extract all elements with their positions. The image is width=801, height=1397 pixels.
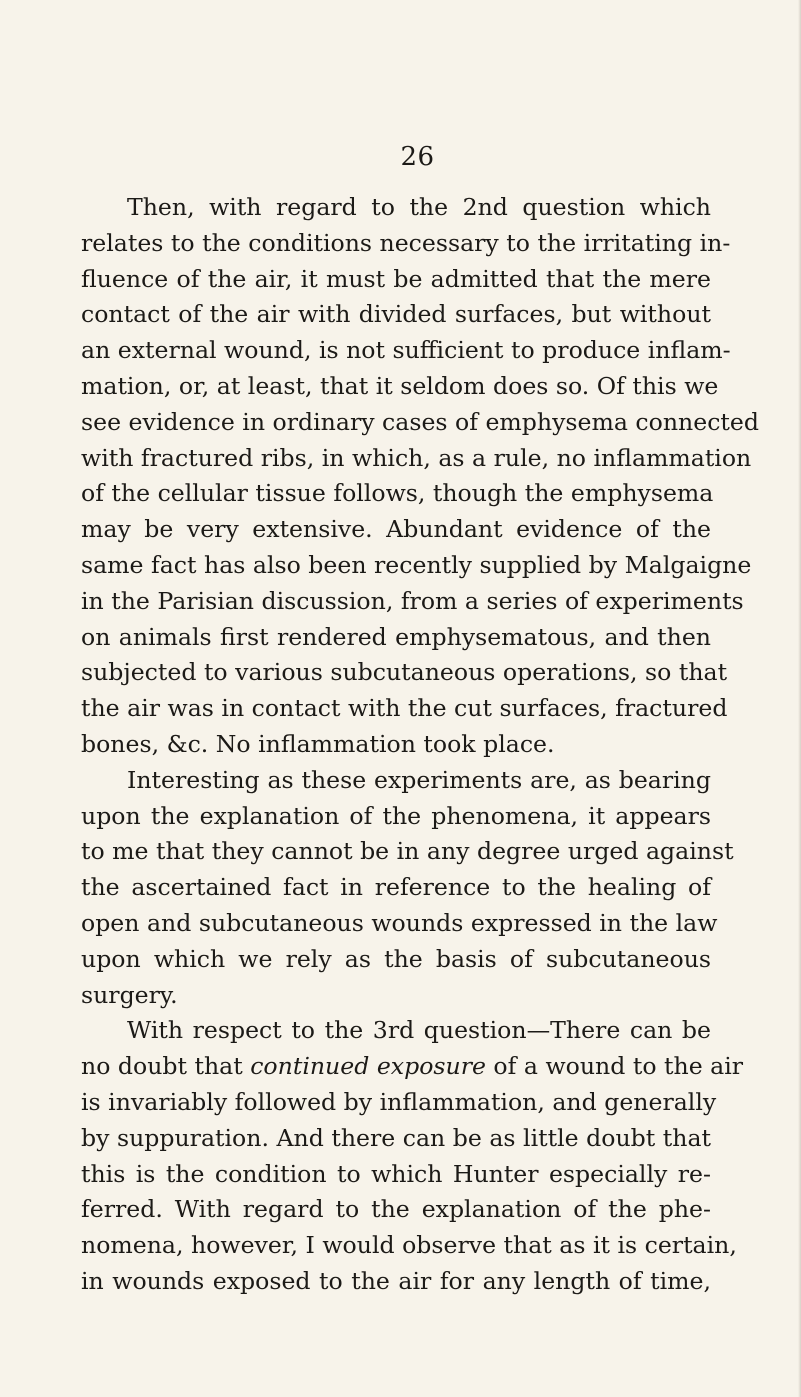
text-line: the air was in contact with the cut surfaces, fractured	[81, 694, 728, 723]
text-line: with fractured ribs, in which, as a rule, no inflammation	[81, 443, 752, 472]
text-line: Then, with regard to the 2nd question which	[127, 193, 711, 221]
text-line: of the cellular tissue follows, though the emphysema	[81, 479, 714, 508]
italic-phrase: continued exposure	[250, 1052, 486, 1081]
page-number: 26	[400, 142, 435, 172]
text-line: see evidence in ordinary cases of emphysema connected	[81, 407, 759, 436]
text-line: contact of the air with divided surfaces, but without	[81, 300, 711, 329]
text-line: in the Parisian discussion, from a series of experiments	[81, 586, 744, 615]
text-line: this is the condition to which Hunter especially re-	[81, 1159, 711, 1188]
text-line: on animals first rendered emphysematous, and then	[81, 622, 711, 651]
text-line: to me that they cannot be in any degree urged against	[81, 837, 734, 866]
text-line: fluence of the air, it must be admitted that the mere	[81, 264, 711, 293]
text-line: may be very extensive. Abundant evidence of the	[81, 515, 711, 544]
text-line: upon the explanation of the phenomena, it appears	[81, 801, 711, 830]
text-line: same fact has also been recently supplied by Malgaigne	[81, 550, 752, 579]
text-line: subjected to various subcutaneous operations, so that	[81, 658, 728, 687]
text-line: Interesting as these experiments are, as bearing	[127, 765, 711, 794]
text-line: nomena, however, I would observe that as it is certain,	[81, 1231, 737, 1260]
text-line: is invariably followed by inflammation, and generally	[81, 1087, 717, 1116]
text-line: no doubt that continued exposure of a wound to the air	[81, 1052, 744, 1081]
text-line: relates to the conditions necessary to the irritating in-	[81, 228, 731, 257]
text-line: an external wound, is not sufficient to produce inflam-	[81, 336, 731, 365]
body-text	[81, 190, 759, 1300]
text-line: ferred. With regard to the explanation of the phe-	[81, 1195, 711, 1224]
text-line: in wounds exposed to the air for any length of time,	[81, 1266, 711, 1295]
text-line: bones, &c. No inflammation took place.	[81, 729, 555, 758]
text-line: upon which we rely as the basis of subcutaneous	[81, 944, 711, 973]
text-line: mation, or, at least, that it seldom does so. Of this we	[81, 371, 719, 400]
text-line: the ascertained fact in reference to the healing of	[81, 873, 711, 902]
text-line: With respect to the 3rd question—There can be	[127, 1016, 711, 1045]
text-line: by suppuration. And there can be as little doubt that	[81, 1123, 711, 1152]
text-line: open and subcutaneous wounds expressed in the law	[81, 908, 718, 937]
text-line: surgery.	[81, 980, 178, 1009]
